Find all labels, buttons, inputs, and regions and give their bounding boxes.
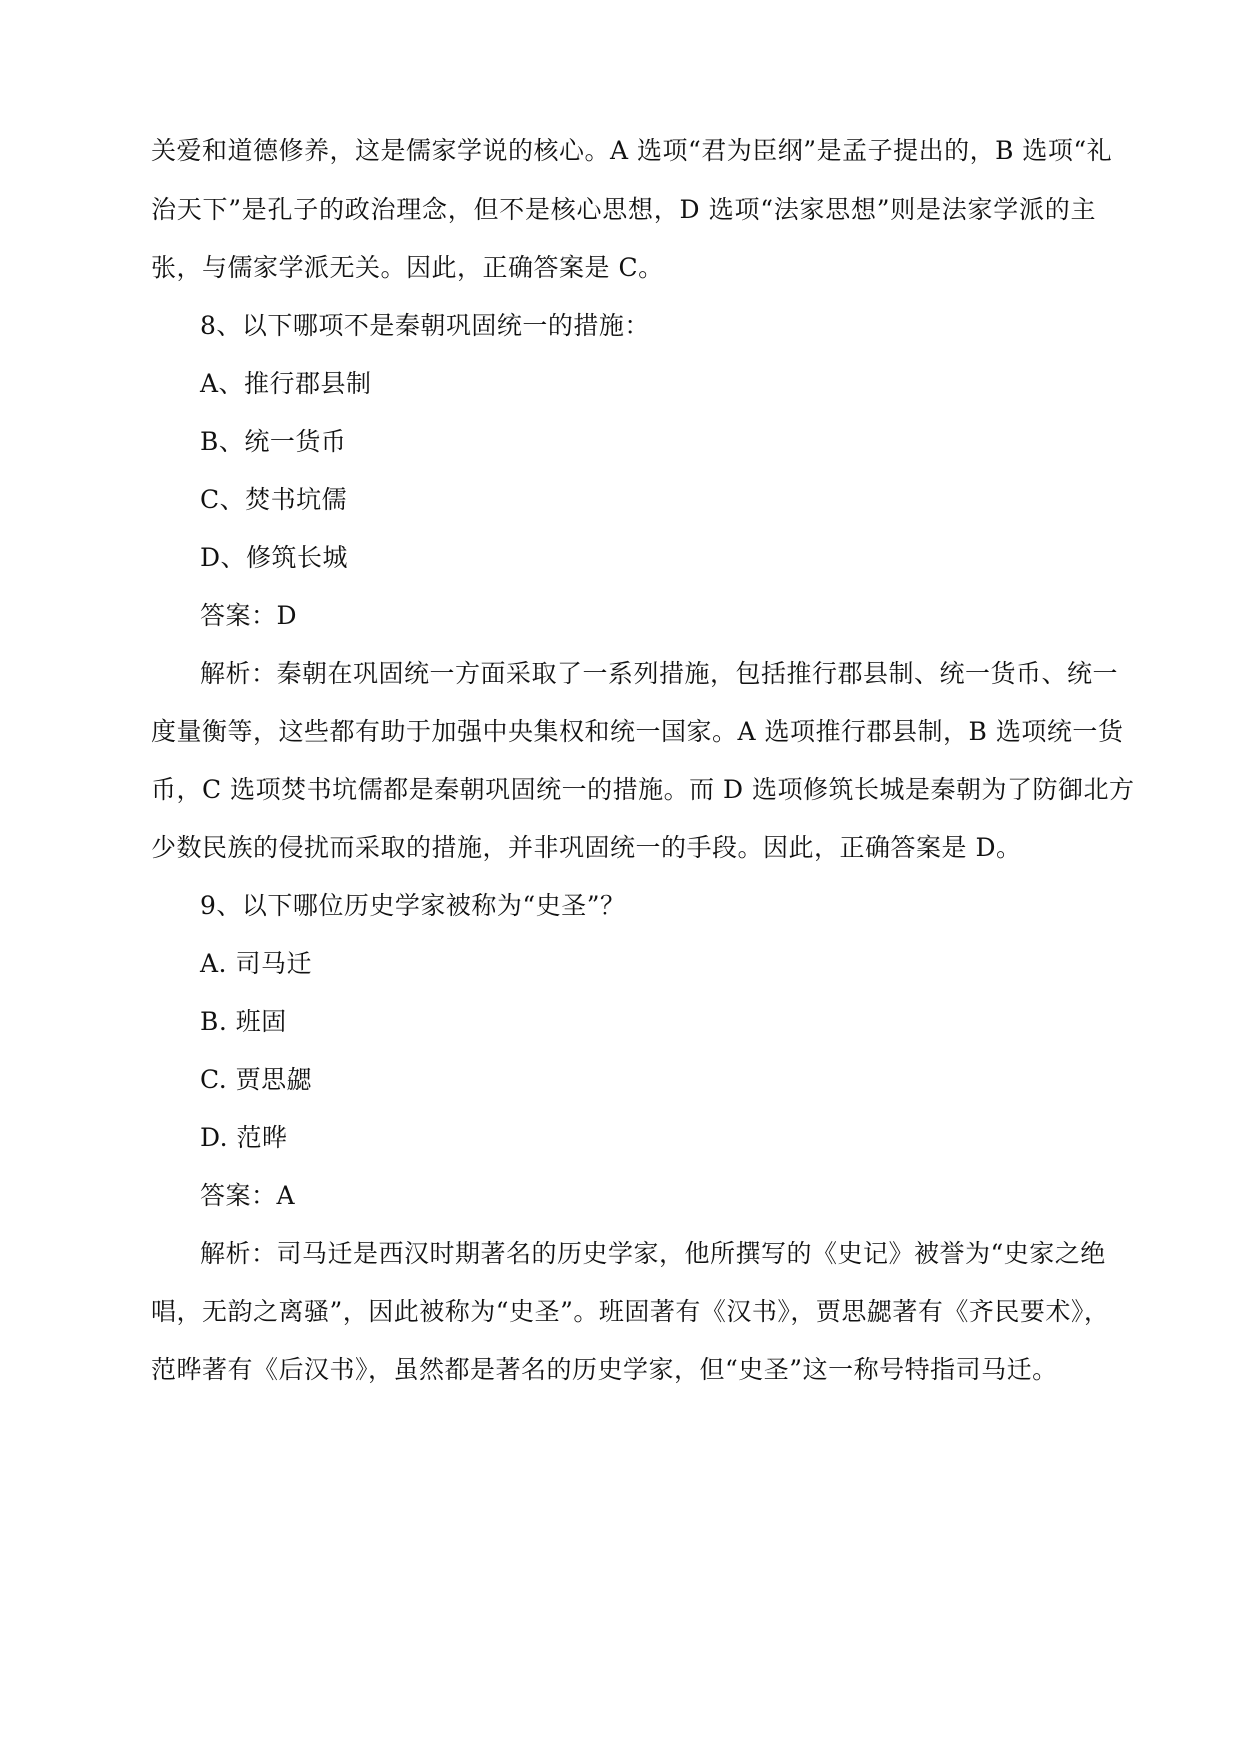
question-8: 8、以下哪项不是秦朝巩固统一的措施： <box>200 311 650 340</box>
q8-explanation-line-2: 度量衡等，这些都有助于加强中央集权和统一国家。A 选项推行郡县制，B 选项统一货 <box>151 717 1124 746</box>
q9-option-b: B. 班固 <box>200 1007 287 1036</box>
q9-explanation-line-3: 范晔著有《后汉书》，虽然都是著名的历史学家，但“史圣”这一称号特指司马迁。 <box>151 1355 1058 1384</box>
q9-explanation-line-1: 解析：司马迁是西汉时期著名的历史学家，他所撰写的《史记》被誉为“史家之绝 <box>200 1239 1106 1268</box>
q9-answer: 答案：A <box>200 1181 296 1210</box>
q8-explanation-line-3: 币，C 选项焚书坑儒都是秦朝巩固统一的措施。而 D 选项修筑长城是秦朝为了防御北方 <box>151 775 1135 804</box>
q8-option-c: C、焚书坑儒 <box>200 485 348 514</box>
question-9: 9、以下哪位历史学家被称为“史圣”？ <box>200 891 626 920</box>
q8-explanation-line-4: 少数民族的侵扰而采取的措施，并非巩固统一的手段。因此，正确答案是 D。 <box>151 833 1022 862</box>
prev-explanation-line-3: 张，与儒家学派无关。因此，正确答案是 C。 <box>151 253 664 282</box>
q8-option-b: B、统一货币 <box>200 427 347 456</box>
q9-option-c: C. 贾思勰 <box>200 1065 313 1094</box>
q9-option-a: A. 司马迁 <box>200 949 312 978</box>
q8-explanation-line-1: 解析：秦朝在巩固统一方面采取了一系列措施，包括推行郡县制、统一货币、统一 <box>200 659 1119 688</box>
q8-answer: 答案：D <box>200 601 298 630</box>
prev-explanation-line-1: 关爱和道德修养，这是儒家学说的核心。A 选项“君为臣纲”是孟子提出的，B 选项“礼 <box>151 136 1113 165</box>
prev-explanation-line-2: 治天下”是孔子的政治理念，但不是核心思想，D 选项“法家思想”则是法家学派的主 <box>151 195 1096 224</box>
q9-option-d: D. 范晔 <box>200 1123 288 1152</box>
q8-option-a: A、推行郡县制 <box>200 369 372 398</box>
q9-explanation-line-2: 唱，无韵之离骚”，因此被称为“史圣”。班固著有《汉书》，贾思勰著有《齐民要术》， <box>151 1297 1110 1326</box>
q8-option-d: D、修筑长城 <box>200 543 349 572</box>
